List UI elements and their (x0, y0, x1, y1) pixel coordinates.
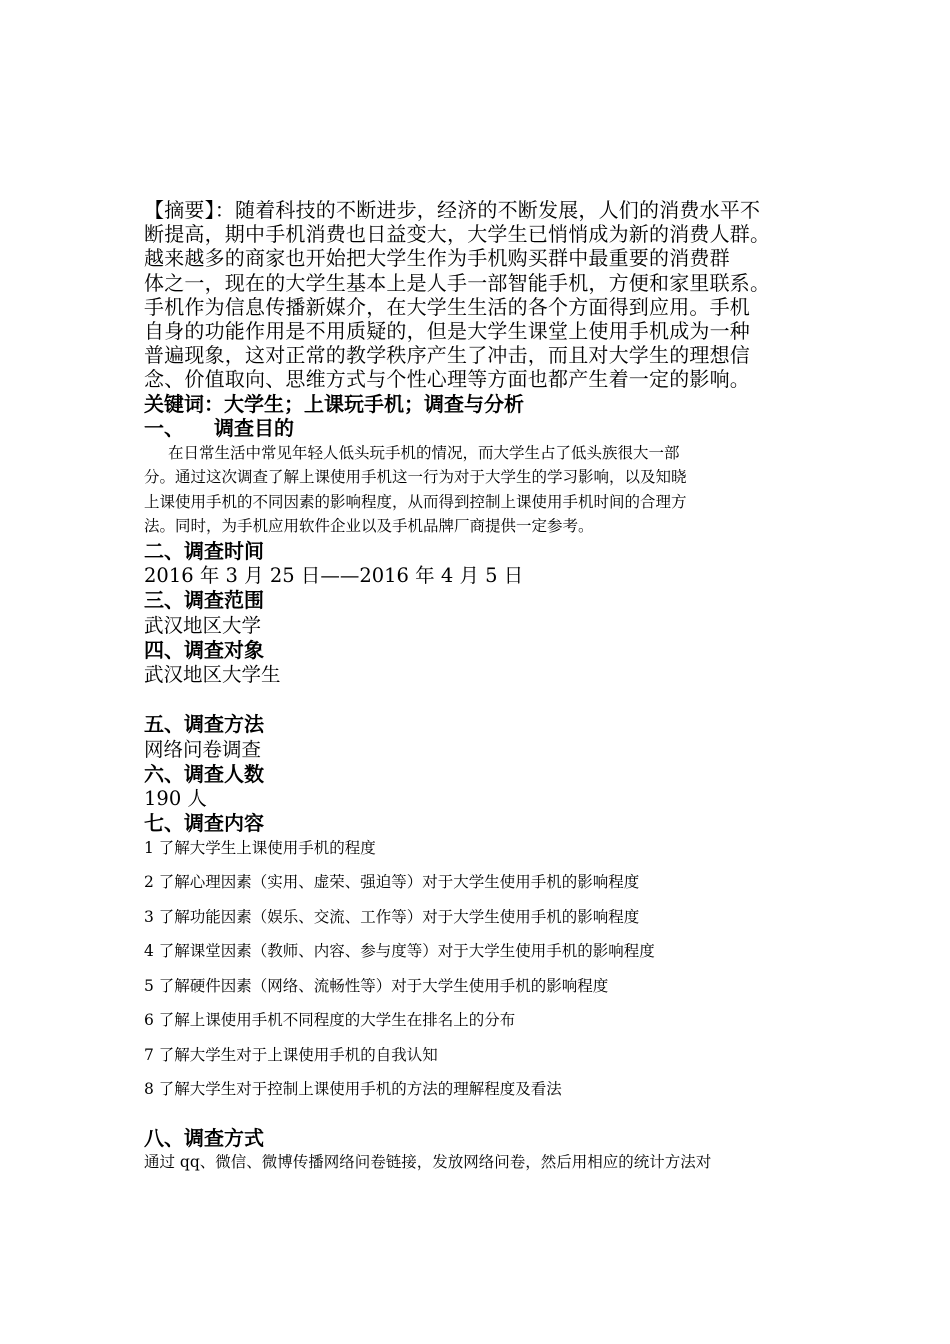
section-number: 一、 (144, 416, 184, 441)
paragraph-line: 分。通过这次调查了解上课使用手机这一行为对于大学生的学习影响，以及知晓 (144, 468, 687, 487)
abstract (144, 198, 824, 392)
section-heading-content: 七、调查内容 (144, 811, 264, 836)
blank-line (144, 687, 824, 712)
purpose-paragraph (144, 441, 824, 539)
count-value: 190 人 (144, 787, 207, 811)
paragraph-line: 法。同时，为手机应用软件企业以及手机品牌厂商提供一定参考。 (144, 517, 594, 536)
list-item: 2 了解心理因素（实用、虚荣、强迫等）对于大学生使用手机的影响程度 (144, 873, 640, 892)
list-item: 1 了解大学生上课使用手机的程度 (144, 838, 376, 857)
approach-paragraph (144, 1150, 824, 1175)
section-title: 调查目的 (214, 416, 294, 441)
scope-value: 武汉地区大学 (144, 613, 262, 637)
method-value: 网络问卷调查 (144, 737, 262, 761)
abstract-line: 越来越多的商家也开始把大学生作为手机购买群中最重要的消费群 (144, 246, 730, 271)
subjects-value: 武汉地区大学生 (144, 663, 281, 687)
list-item: 7 了解大学生对于上课使用手机的自我认知 (144, 1045, 438, 1064)
list-item: 6 了解上课使用手机不同程度的大学生在排名上的分布 (144, 1011, 516, 1030)
paragraph-line: 通过 qq、微信、微博传播网络问卷链接，发放网络问卷，然后用相应的统计方法对 (144, 1153, 712, 1172)
list-item: 8 了解大学生对于控制上课使用手机的方法的理解程度及看法 (144, 1080, 562, 1099)
document-page (144, 198, 824, 1175)
list-item: 3 了解功能因素（娱乐、交流、工作等）对于大学生使用手机的影响程度 (144, 907, 640, 926)
abstract-line: 手机作为信息传播新媒介，在大学生生活的各个方面得到应用。手机 (144, 294, 750, 319)
keywords: 关键词：大学生；上课玩手机；调查与分析 (144, 391, 524, 416)
abstract-line: 断提高，期中手机消费也日益变大，大学生已悄悄成为新的消费人群。 (144, 222, 771, 247)
section-heading-purpose (144, 416, 824, 441)
content-list (144, 836, 824, 1112)
section-heading-time: 二、调查时间 (144, 538, 264, 563)
section-heading-approach: 八、调查方式 (144, 1125, 264, 1150)
abstract-line: 自身的功能作用是不用质疑的，但是大学生课堂上使用手机成为一种 (144, 319, 750, 344)
blank-line (144, 1112, 824, 1126)
list-item: 4 了解课堂因素（教师、内容、参与度等）对于大学生使用手机的影响程度 (144, 942, 655, 961)
section-heading-subjects: 四、调查对象 (144, 637, 264, 662)
abstract-line: 体之一，现在的大学生基本上是人手一部智能手机，方便和家里联系。 (144, 270, 771, 295)
section-heading-method: 五、调查方法 (144, 712, 264, 737)
paragraph-line: 在日常生活中常见年轻人低头玩手机的情况，而大学生占了低头族很大一部 (168, 443, 680, 462)
abstract-line: 【摘要】：随着科技的不断进步，经济的不断发展，人们的消费水平不 (144, 198, 761, 222)
section-heading-scope: 三、调查范围 (144, 588, 264, 613)
abstract-line: 普遍现象，这对正常的教学秩序产生了冲击，而且对大学生的理想信 (144, 343, 750, 368)
section-heading-count: 六、调查人数 (144, 761, 264, 786)
time-value: 2016 年 3 月 25 日——2016 年 4 月 5 日 (144, 564, 524, 588)
list-item: 5 了解硬件因素（网络、流畅性等）对于大学生使用手机的影响程度 (144, 976, 609, 995)
paragraph-line: 上课使用手机的不同因素的影响程度，从而得到控制上课使用手机时间的合理方 (144, 492, 687, 511)
abstract-line: 念、价值取向、思维方式与个性心理等方面也都产生着一定的影响。 (144, 367, 750, 392)
